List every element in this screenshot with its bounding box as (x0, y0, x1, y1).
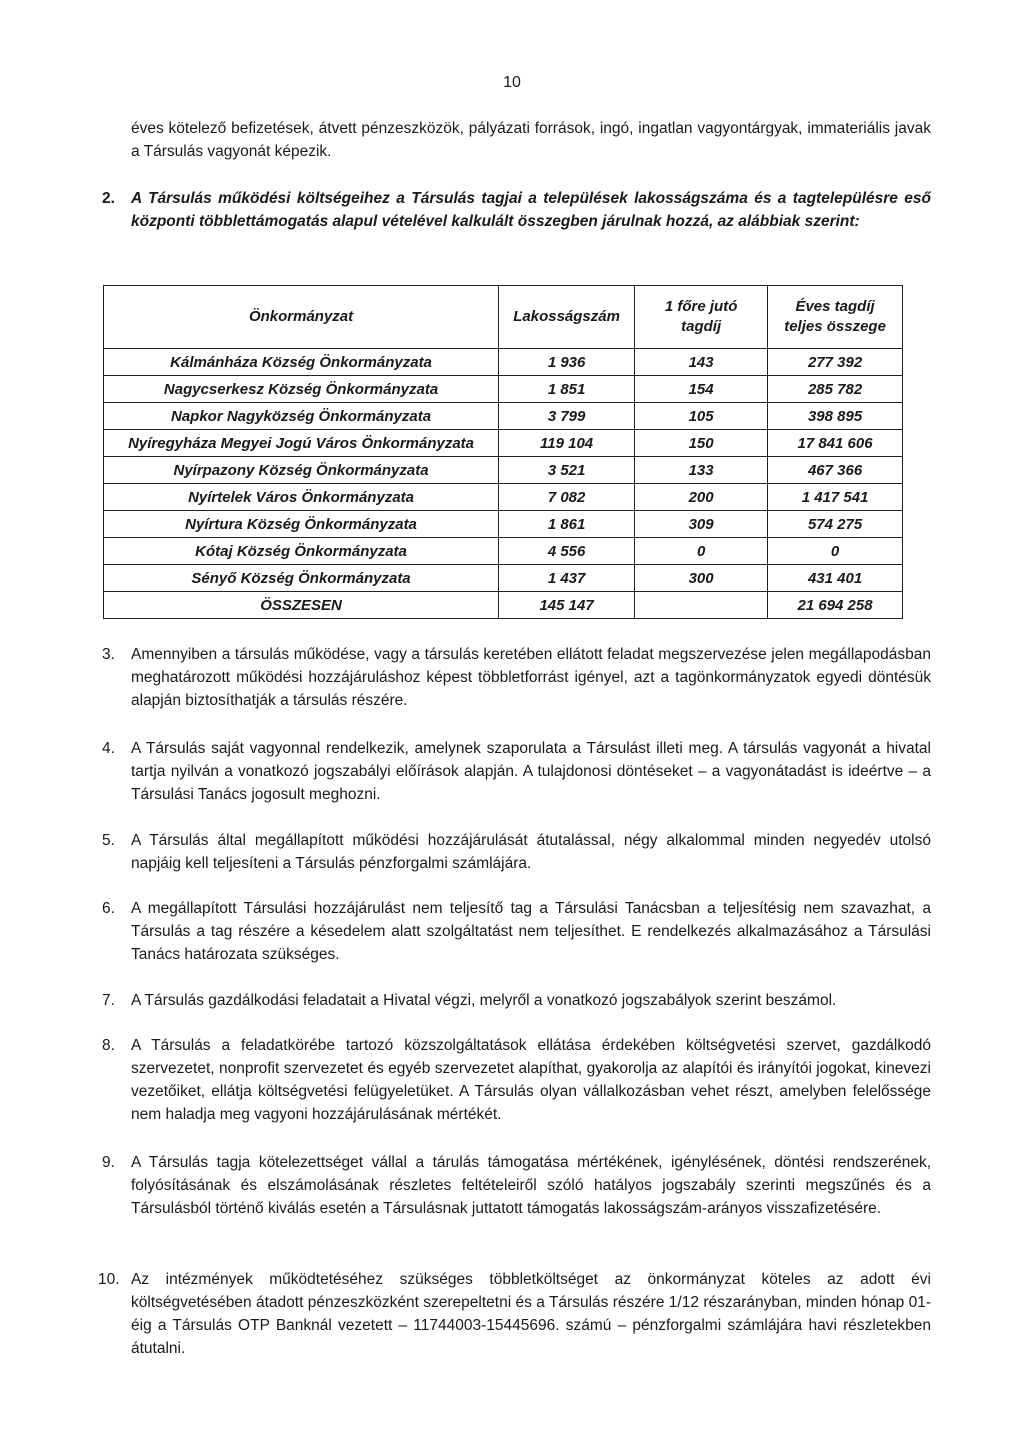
cell-total: 431 401 (768, 565, 903, 592)
cell-population: 1 936 (499, 349, 635, 376)
cell-municipality: Nagycserkesz Község Önkormányzata (104, 376, 499, 403)
page-number: 10 (503, 74, 521, 91)
cell-fee: 300 (635, 565, 768, 592)
paragraph-5: A Társulás által megállapított működési hozzájárulását átutalással, négy alkalommal minden negyedév utolsó napjáig kell teljesíteni a Társulás pénzforgalmi számlájára. (131, 832, 931, 872)
cell-fee: 105 (635, 403, 768, 430)
cell-fee: 143 (635, 349, 768, 376)
cell-population: 4 556 (499, 538, 635, 565)
cell-municipality: Nyírpazony Község Önkormányzata (104, 457, 499, 484)
cell-municipality: Kálmánháza Község Önkormányzata (104, 349, 499, 376)
cell-total: 398 895 (768, 403, 903, 430)
cell-fee: 154 (635, 376, 768, 403)
table-row (104, 376, 903, 403)
cell-population: 3 799 (499, 403, 635, 430)
header-total-line2: teljes összege (784, 318, 886, 335)
paragraph-7-number: 7. (102, 992, 115, 1009)
cell-total: 574 275 (768, 511, 903, 538)
header-municipality: Önkormányzat (104, 286, 499, 349)
table-row (104, 457, 903, 484)
cell-fee: 133 (635, 457, 768, 484)
paragraph-7: A Társulás gazdálkodási feladatait a Hivatal végzi, melyről a vonatkozó jogszabályok szerint beszámol. (131, 992, 837, 1009)
paragraph-8: A Társulás a feladatkörébe tartozó közszolgáltatások ellátása érdekében költségvetési szervet, gazdálkodó szervezetet, nonprofit szervezetet és egyéb szervezetet alapíthat, gyakorolja az alapítói és irányítói jogokat, kinevezi vezetőiket, ellátja költségvetési felügyeletüket. A Társulás olyan vállalkozásban vehet részt, amelyben felelőssége nem haladja meg vagyoni hozzájárulásának mértékét. (131, 1037, 931, 1123)
table-total-row (104, 592, 903, 619)
paragraph-10-number: 10. (98, 1271, 120, 1288)
table-row (104, 565, 903, 592)
cell-total-population: 145 147 (499, 592, 635, 619)
cell-municipality: Nyírtura Község Önkormányzata (104, 511, 499, 538)
membership-fee-table (103, 285, 903, 619)
cell-total-fee (635, 592, 768, 619)
header-fee-per-capita (635, 286, 768, 349)
header-fee-line1: 1 főre jutó (664, 298, 738, 315)
cell-population: 3 521 (499, 457, 635, 484)
paragraph-8-number: 8. (102, 1037, 115, 1054)
paragraph-2-number: 2. (102, 190, 115, 207)
paragraph-3: Amennyiben a társulás működése, vagy a társulás keretében ellátott feladat megszervezése jelen megállapodásban meghatározott működési hozzájáruláshoz képest többletforrást igényel, azt a tagönkormányzatok egyedi döntésük alapján biztosíthatják a társulás részére. (131, 646, 931, 709)
paragraph-9-number: 9. (102, 1154, 115, 1171)
cell-total: 467 366 (768, 457, 903, 484)
cell-total: 277 392 (768, 349, 903, 376)
table-header-row (104, 286, 903, 349)
header-total-line1: Éves tagdíj (795, 298, 875, 315)
paragraph-1-continuation: éves kötelező befizetések, átvett pénzeszközök, pályázati források, ingó, ingatlan vagyontárgyak, immateriális javak a Társulás vagyonát képezik. (131, 120, 931, 160)
paragraph-5-number: 5. (102, 832, 115, 849)
cell-population: 1 437 (499, 565, 635, 592)
cell-population: 7 082 (499, 484, 635, 511)
paragraph-4: A Társulás saját vagyonnal rendelkezik, amelynek szaporulata a Társulást illeti meg. A társulás vagyonát a hivatal tartja nyilván a vonatkozó jogszabályi előírások alapján. A tulajdonosi döntéseket – a vagyonátadást is ideértve – a Társulási Tanács jogosult meghozni. (131, 740, 931, 803)
cell-total-amount: 21 694 258 (768, 592, 903, 619)
cell-fee: 309 (635, 511, 768, 538)
header-annual-total (768, 286, 903, 349)
cell-municipality: Sényő Község Önkormányzata (104, 565, 499, 592)
table-row (104, 430, 903, 457)
cell-total: 17 841 606 (768, 430, 903, 457)
table-row (104, 403, 903, 430)
cell-total-label: ÖSSZESEN (104, 592, 499, 619)
cell-fee: 200 (635, 484, 768, 511)
table-row (104, 511, 903, 538)
cell-fee: 150 (635, 430, 768, 457)
cell-population: 1 851 (499, 376, 635, 403)
cell-municipality: Kótaj Község Önkormányzata (104, 538, 499, 565)
table-row (104, 349, 903, 376)
paragraph-9: A Társulás tagja kötelezettséget vállal a tárulás támogatása mértékének, igénylésének, döntési rendszerének, folyósításának és elszámolásának részletes feltételeiről szóló hatályos jogszabály szerinti megszűnés és a Társulásból történő kiválás esetén a Társulásnak juttatott támogatás lakosságszám-arányos visszafizetésére. (131, 1154, 931, 1217)
paragraph-10: Az intézmények működtetéséhez szükséges többletköltséget az önkormányzat köteles az adott évi költségvetésében átadott pénzeszközként szerepeltetni és a Társulás részére 1/12 részarányban, minden hónap 01-éig a Társulás OTP Banknál vezetett – 11744003-15445696. számú – pénzforgalmi számlájára havi részletekben átutalni. (131, 1271, 931, 1357)
cell-municipality: Nyíregyháza Megyei Jogú Város Önkormányzata (104, 430, 499, 457)
cell-total: 1 417 541 (768, 484, 903, 511)
table-row (104, 484, 903, 511)
cell-population: 119 104 (499, 430, 635, 457)
paragraph-6: A megállapított Társulási hozzájárulást nem teljesítő tag a Társulási Tanácsban a teljesítésig nem szavazhat, a Társulás a tag részére a késedelem alatt szolgáltatást nem teljesíthet. E rendelkezés alkalmazásához a Társulási Tanács határozata szükséges. (131, 900, 931, 963)
header-population: Lakosságszám (499, 286, 635, 349)
cell-total: 0 (768, 538, 903, 565)
paragraph-3-number: 3. (102, 646, 115, 663)
cell-municipality: Nyírtelek Város Önkormányzata (104, 484, 499, 511)
paragraph-6-number: 6. (102, 900, 115, 917)
paragraph-2: A Társulás működési költségeihez a Társulás tagjai a települések lakosságszáma és a tagtelepülésre eső központi többlettámogatás alapul vételével kalkulált összegben járulnak hozzá, az alábbiak szerint: (131, 190, 931, 230)
cell-fee: 0 (635, 538, 768, 565)
cell-municipality: Napkor Nagyközség Önkormányzata (104, 403, 499, 430)
header-fee-line2: tagdíj (681, 318, 722, 335)
cell-population: 1 861 (499, 511, 635, 538)
cell-total: 285 782 (768, 376, 903, 403)
paragraph-4-number: 4. (102, 740, 115, 757)
table-row (104, 538, 903, 565)
